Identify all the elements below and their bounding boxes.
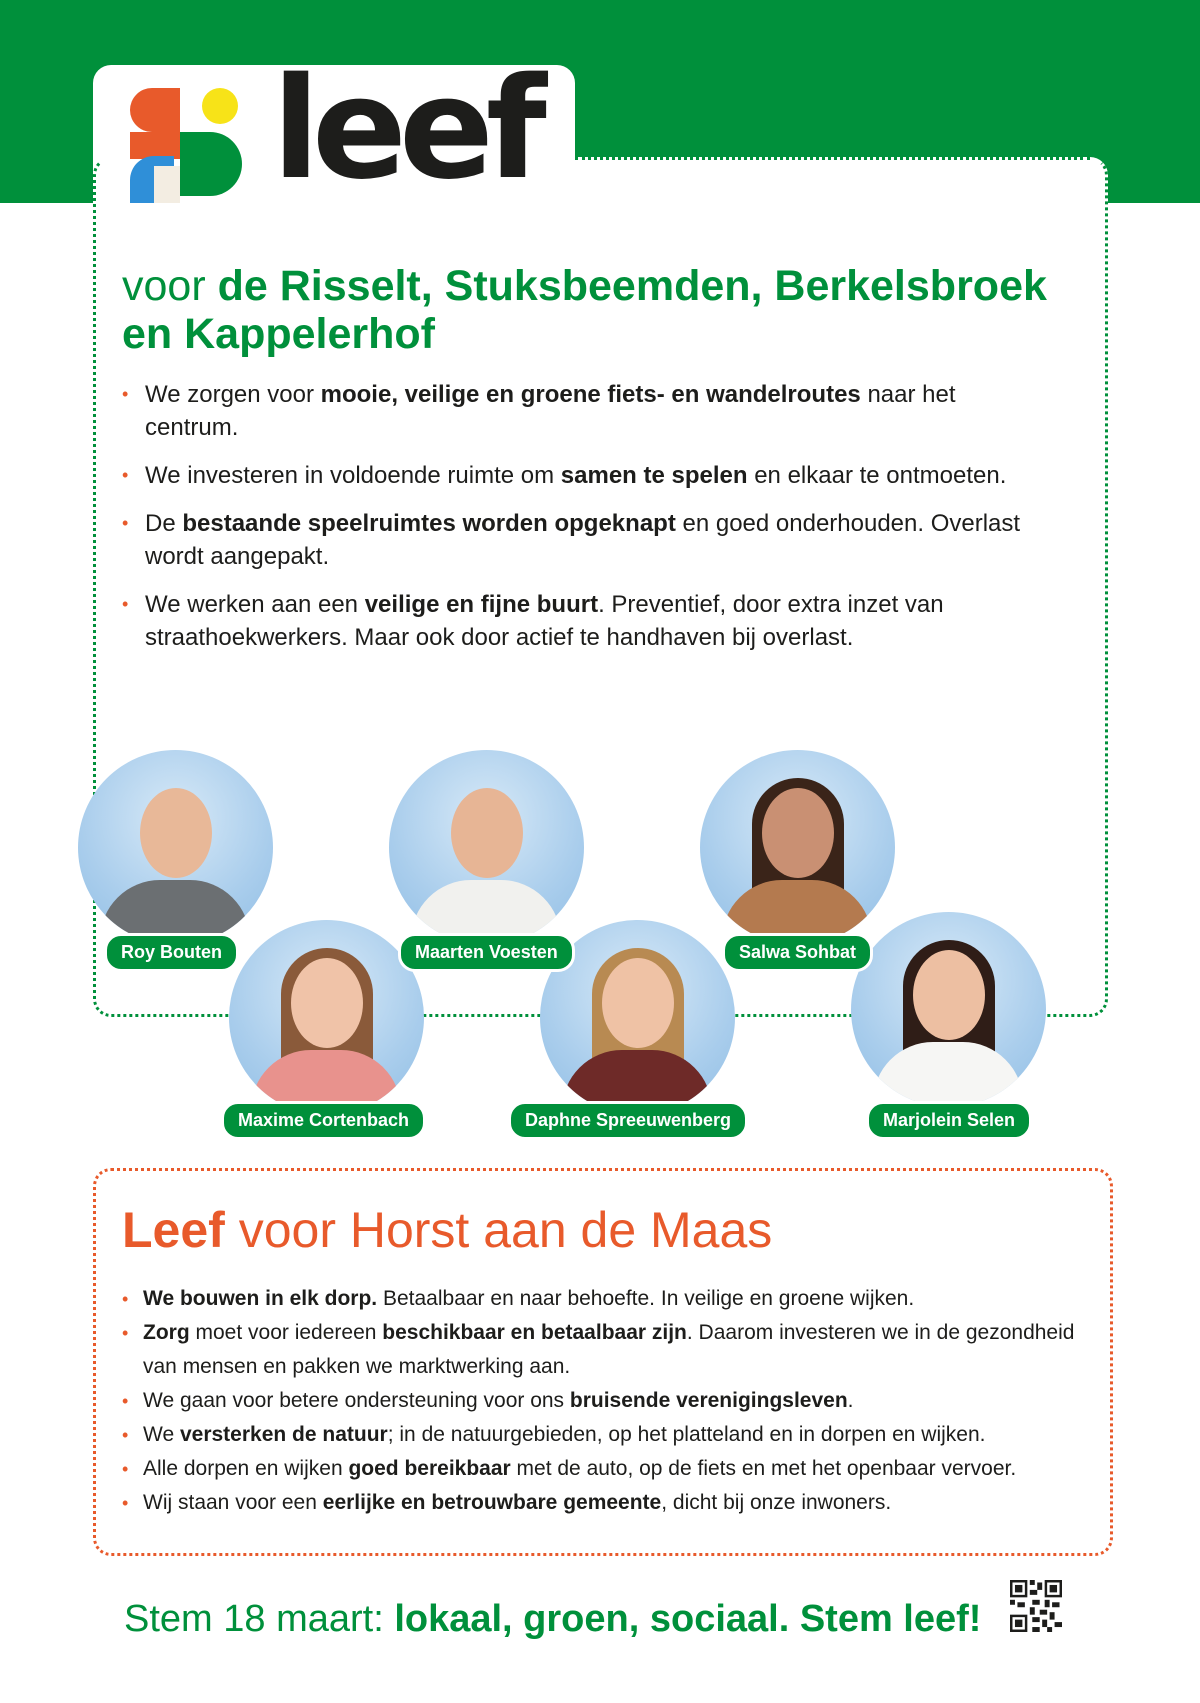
candidate-name-tag: Salwa Sohbat bbox=[722, 933, 873, 972]
list-item: • Zorg moet voor iedereen beschikbaar en betaalbaar zijn. Daarom investeren we in de gezondheid van mensen en pakken we marktwerking aan. bbox=[122, 1316, 1107, 1384]
heading-leef: Leef bbox=[122, 1202, 225, 1258]
list-item: • De bestaande speelruimtes worden opgeknapt en goed onderhouden. Overlast wordt aangepakt. bbox=[122, 507, 1022, 573]
candidate-photo bbox=[389, 750, 584, 945]
heading-municipality: voor Horst aan de Maas bbox=[224, 1202, 773, 1258]
candidate-photo bbox=[229, 920, 424, 1115]
candidate-name-tag: Roy Bouten bbox=[104, 933, 239, 972]
list-item: • We werken aan een veilige en fijne buurt. Preventief, door extra inzet van straathoekwerkers. Maar ook door actief te handhaven bij overlast. bbox=[122, 588, 1022, 654]
candidate-marjolein-selen bbox=[851, 912, 1046, 1107]
footer-lead: Stem 18 maart: bbox=[124, 1598, 395, 1640]
neighbourhood-points bbox=[122, 378, 1022, 669]
municipality-heading bbox=[122, 1200, 772, 1260]
logo-wordmark: leef bbox=[272, 48, 539, 211]
heading-neighbourhoods: de Risselt, Stuksbeemden, Berkelsbroek en Kappelerhof bbox=[122, 262, 1047, 358]
candidate-name-tag: Maarten Voesten bbox=[398, 933, 575, 972]
candidate-photo bbox=[78, 750, 273, 945]
neighbourhood-heading bbox=[122, 262, 1062, 358]
list-item: • We gaan voor betere ondersteuning voor ons bruisende verenigingsleven. bbox=[122, 1384, 1107, 1418]
candidate-maarten-voesten bbox=[389, 750, 584, 945]
candidate-name-tag: Daphne Spreeuwenberg bbox=[508, 1101, 748, 1140]
candidate-maxime-cortenbach bbox=[229, 920, 424, 1115]
list-item: • We zorgen voor mooie, veilige en groene fiets- en wandelroutes naar het centrum. bbox=[122, 378, 1022, 444]
list-item: • We versterken de natuur; in de natuurgebieden, op het platteland en in dorpen en wijken. bbox=[122, 1418, 1107, 1452]
candidate-photo bbox=[851, 912, 1046, 1107]
card-dotted-border-top bbox=[575, 157, 1090, 160]
heading-prefix: voor bbox=[122, 262, 218, 310]
logo-mark-icon bbox=[130, 88, 242, 203]
candidate-name-tag: Marjolein Selen bbox=[866, 1101, 1032, 1140]
footer-call-to-action: lokaal, groen, sociaal. Stem leef! bbox=[394, 1598, 982, 1640]
municipality-points bbox=[122, 1282, 1107, 1520]
list-item: • Alle dorpen en wijken goed bereikbaar met de auto, op de fiets en met het openbaar vervoer. bbox=[122, 1452, 1107, 1486]
candidate-name-tag: Maxime Cortenbach bbox=[221, 1101, 426, 1140]
candidate-roy-bouten bbox=[78, 750, 273, 945]
list-item: • Wij staan voor een eerlijke en betrouwbare gemeente, dicht bij onze inwoners. bbox=[122, 1486, 1107, 1520]
list-item: • We bouwen in elk dorp. Betaalbaar en naar behoefte. In veilige en groene wijken. bbox=[122, 1282, 1107, 1316]
list-item: • We investeren in voldoende ruimte om samen te spelen en elkaar te ontmoeten. bbox=[122, 459, 1022, 492]
qr-code-icon[interactable] bbox=[1010, 1580, 1062, 1632]
footer-slogan bbox=[124, 1595, 981, 1643]
